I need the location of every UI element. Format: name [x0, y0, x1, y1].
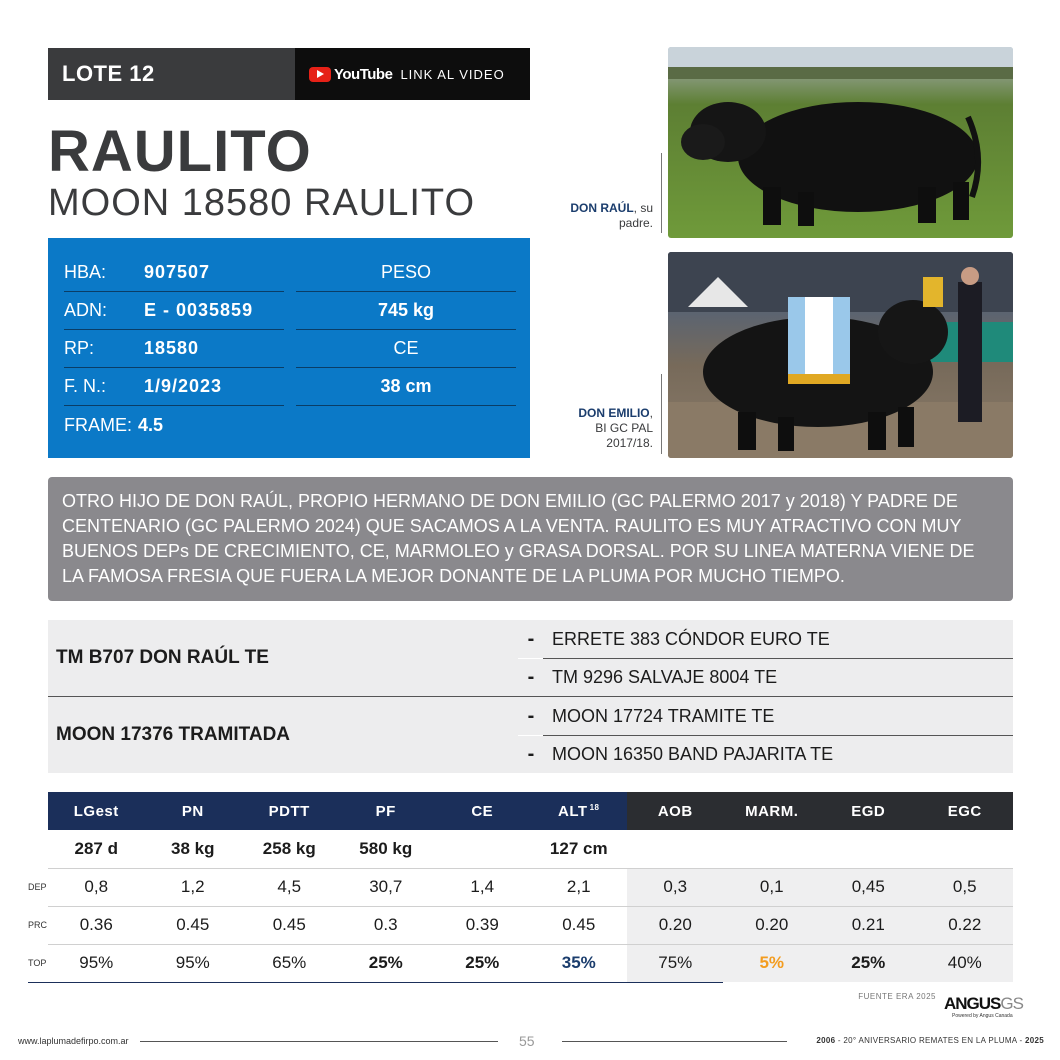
table-cell-prc: 0.36 — [79, 915, 113, 934]
adn-label: ADN: — [64, 300, 108, 320]
brother-caption-divider — [661, 374, 662, 454]
footer-anniversary — [816, 1036, 1044, 1045]
youtube-logo — [309, 66, 392, 83]
table-cell-measures: 38 kg — [171, 839, 215, 858]
ce-label: CE — [296, 330, 516, 368]
table-cell-prc: 0.20 — [755, 915, 789, 934]
info-box — [48, 238, 530, 458]
table-header-alt: ALT $^{18}$ — [531, 792, 628, 830]
table-cell-dep: 0,1 — [759, 877, 784, 896]
youtube-wordmark: YouTube — [334, 65, 393, 83]
table-cell-top: 40% — [947, 953, 982, 972]
table-cell-top: 25% — [465, 953, 500, 972]
rp-value: 18580 — [144, 338, 200, 358]
table-cell-prc: 0.22 — [948, 915, 982, 934]
table-cell-dep: 1,2 — [180, 877, 205, 896]
table-header-egd: EGD — [820, 792, 917, 830]
table-cell-top: 35% — [561, 953, 596, 972]
ce-value: 38 cm — [296, 368, 516, 406]
table-header-lgest: LGest — [48, 792, 145, 830]
brother-photo — [668, 252, 1013, 458]
table-cell-dep: 4,5 — [277, 877, 302, 896]
pedigree-dam-dam: MOON 16350 BAND PAJARITA TE — [552, 744, 834, 764]
table-cell-measures: 580 kg — [359, 839, 413, 858]
row-label-top: TOP — [28, 958, 47, 968]
table-header-egc: EGC — [917, 792, 1014, 830]
table-header-pdtt: PDTT — [241, 792, 338, 830]
sire-bull-illustration — [668, 47, 1013, 238]
pedigree-dam: MOON 17376 TRAMITADA — [48, 697, 518, 773]
table-cell-measures: 287 d — [74, 839, 118, 858]
table-cell-measures — [820, 830, 917, 868]
table-header-pn: PN — [145, 792, 242, 830]
hba-value: 907507 — [144, 262, 211, 282]
sire-caption-text-2: padre. — [618, 216, 653, 230]
brother-caption — [578, 406, 653, 451]
sire-caption-name: DON RAÚL — [570, 201, 634, 215]
pedigree-dash: - — [527, 704, 535, 727]
source-note: FUENTE ERA 2025 — [858, 992, 936, 1001]
pedigree-dash: - — [527, 666, 535, 688]
table-cell-top: 5% — [759, 953, 785, 972]
rp-row — [64, 330, 284, 368]
adn-row — [64, 292, 284, 330]
brother-caption-text: , — [649, 406, 653, 420]
angus-logo-main: ANGUS — [944, 994, 1001, 1013]
hba-row — [64, 254, 284, 292]
table-cell-measures — [434, 830, 531, 868]
frame-value: 4.5 — [138, 414, 164, 435]
footer-year-start: 2006 — [816, 1036, 836, 1045]
table-cell-prc: 0.20 — [658, 915, 692, 934]
table-cell-prc: 0.45 — [562, 915, 596, 934]
youtube-play-icon — [309, 67, 331, 82]
bull-full-name: MOON 18580 RAULITO — [48, 182, 476, 224]
table-cell-measures — [917, 830, 1014, 868]
frame-label: FRAME: — [64, 414, 133, 435]
pedigree-dam-dam-row — [518, 736, 1013, 773]
peso-value: 745 kg — [296, 292, 516, 330]
brother-bull-illustration — [668, 252, 1013, 458]
table-header-pf: PF — [338, 792, 435, 830]
table-cell-top: 25% — [851, 953, 886, 972]
table-cell-prc: 0.45 — [176, 915, 210, 934]
table-cell-top: 75% — [658, 953, 693, 972]
table-header-aob: AOB — [627, 792, 724, 830]
table-cell-prc: 0.3 — [373, 915, 398, 934]
angus-logo-sub: Powered by Angus Canada — [952, 1013, 1013, 1019]
alt-superscript: 18 — [589, 802, 600, 812]
sire-caption-divider — [661, 153, 662, 233]
pedigree-sire: TM B707 DON RAÚL TE — [48, 620, 518, 696]
footer-anniversary-text: - 20° ANIVERSARIO REMATES EN LA PLUMA - — [835, 1036, 1025, 1045]
lote-label: LOTE 12 — [48, 48, 295, 100]
brother-caption-name: DON EMILIO — [578, 406, 650, 420]
table-cell-measures: 127 cm — [549, 839, 608, 858]
table-cell-dep: 30,7 — [369, 877, 403, 896]
table-cell-top: 25% — [368, 953, 403, 972]
description-box: OTRO HIJO DE DON RAÚL, PROPIO HERMANO DE DON EMILIO (GC PALERMO 2017 y 2018) Y PADRE DE CENTENARIO (GC PALERMO 2024) QUE SACAMOS A LA VENTA. RAULITO ES MUY ATRACTIVO CON MUY BUENOS DEPs DE CRECIMIENTO, CE, MARMOLEO y GRASA DORSAL. POR SU LINEA MATERNA VIENE DE LA FAMOSA FRESIA QUE FUERA LA MEJOR DONANTE DE LA PLUMA POR MUCHO TIEMPO. — [48, 477, 1013, 601]
footer-url[interactable]: www.laplumadefirpo.com.ar — [18, 1036, 129, 1046]
row-label-dep: DEP — [28, 882, 47, 892]
sire-caption — [570, 201, 653, 231]
brother-caption-text-2: BI GC PAL — [595, 421, 653, 435]
lote-header — [48, 48, 530, 100]
table-cell-dep: 0,8 — [84, 877, 109, 896]
table-cell-dep: 0,5 — [952, 877, 977, 896]
table-cell-dep: 1,4 — [470, 877, 495, 896]
angus-logo-suffix: GS — [1000, 994, 1023, 1013]
pedigree-dam-sire: MOON 17724 TRAMITE TE — [552, 705, 775, 726]
table-cell-measures: 258 kg — [262, 839, 316, 858]
table-cell-measures — [724, 830, 821, 868]
pedigree-sire-sire-row — [518, 620, 1013, 658]
table-header-marm: MARM. — [724, 792, 821, 830]
page-number: 55 — [519, 1033, 535, 1049]
pedigree-dam-sire-row — [518, 697, 1013, 735]
rp-label: RP: — [64, 338, 95, 358]
fn-row — [64, 368, 284, 406]
table-cell-prc: 0.39 — [465, 915, 499, 934]
sire-caption-text: , su — [633, 201, 653, 215]
sire-photo — [668, 47, 1013, 238]
pedigree-dash: - — [527, 627, 535, 650]
peso-label: PESO — [296, 254, 516, 292]
pedigree-dash: - — [527, 743, 535, 765]
table-cell-dep: 0,3 — [663, 877, 688, 896]
table-cell-top: 95% — [175, 953, 210, 972]
table-cell-top: 65% — [272, 953, 307, 972]
video-link-text: LINK AL VIDEO — [400, 66, 505, 82]
hba-label: HBA: — [64, 262, 107, 282]
adn-value: E - 0035859 — [144, 300, 254, 320]
table-cell-measures — [627, 830, 724, 868]
table-header-ce: CE — [434, 792, 531, 830]
table-cell-dep: 2,1 — [566, 877, 591, 896]
pedigree-sire-dam-row — [518, 659, 1013, 696]
table-cell-prc: 0.45 — [272, 915, 306, 934]
video-link-button[interactable] — [295, 48, 530, 100]
fn-label: F. N.: — [64, 376, 107, 396]
footer-divider-right — [562, 1041, 787, 1042]
table-row-divider — [28, 982, 723, 983]
table-cell-top: 95% — [79, 953, 114, 972]
brother-caption-text-3: 2017/18. — [606, 436, 653, 450]
footer-divider-left — [140, 1041, 498, 1042]
fn-value: 1/9/2023 — [144, 376, 223, 396]
pedigree-sire-dam: TM 9296 SALVAJE 8004 TE — [552, 667, 778, 687]
frame-row — [64, 406, 163, 444]
angus-gs-logo — [944, 994, 1023, 1014]
table-cell-dep: 0,45 — [851, 877, 885, 896]
pedigree-sire-sire: ERRETE 383 CÓNDOR EURO TE — [552, 628, 830, 649]
footer-year-end: 2025 — [1025, 1036, 1044, 1045]
bull-name: RAULITO — [48, 119, 312, 184]
table-cell-prc: 0.21 — [851, 915, 885, 934]
row-label-prc: PRC — [28, 920, 48, 930]
